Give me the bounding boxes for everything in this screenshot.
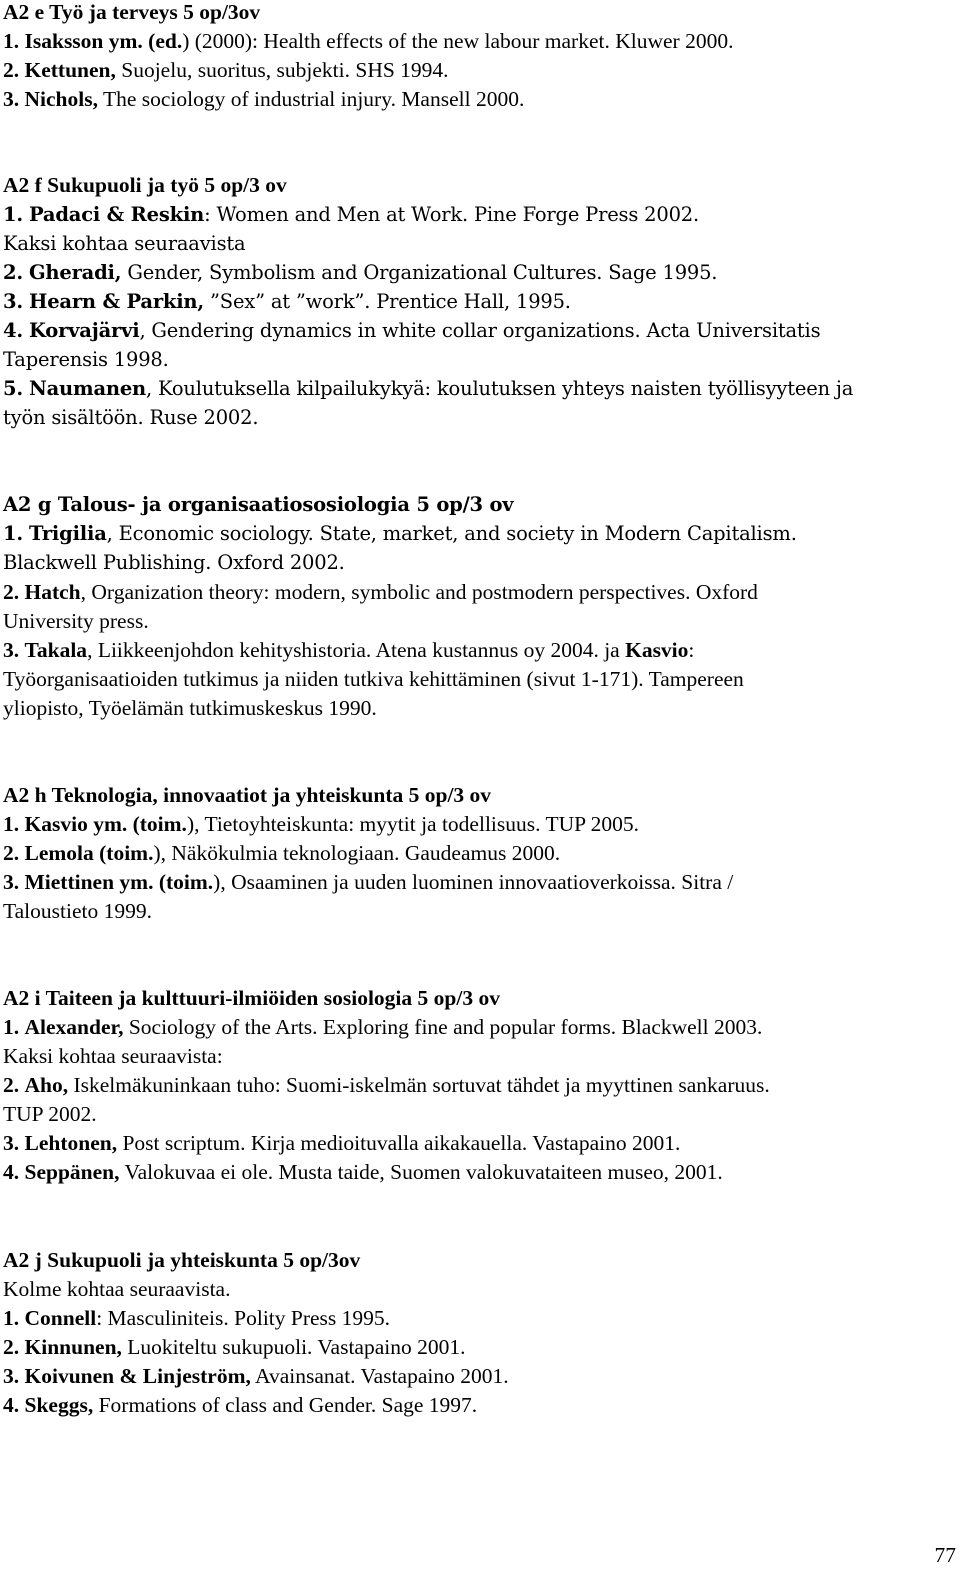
section-heading: A2 h Teknologia, innovaatiot ja yhteiskunta 5 op/3 ov [3,783,492,807]
page-number: 77 [934,1543,956,1567]
reference-entry-continued: Työorganisaatioiden tutkimus ja niiden tutkiva kehittäminen (sivut 1-171). Tampereen [3,667,744,691]
reference-entry: 1. Alexander, Sociology of the Arts. Exploring fine and popular forms. Blackwell 2003. [3,1015,763,1039]
reference-entry: 3. Miettinen ym. (toim.), Osaaminen ja uuden luominen innovaatioverkoissa. Sitra / [3,870,734,894]
reference-entry: 3. Nichols, The sociology of industrial injury. Mansell 2000. [3,87,525,111]
reference-entry: 2. Hatch, Organization theory: modern, symbolic and postmodern perspectives. Oxford [3,580,758,604]
reference-entry-continued: TUP 2002. [3,1102,97,1126]
reference-entry: 5. Naumanen, Koulutuksella kilpailukykyä: koulutuksen yhteys naisten työllisyyteen ja [3,377,854,400]
reference-entry: 4. Skeggs, Formations of class and Gender. Sage 1997. [3,1393,478,1417]
reference-entry-continued: University press. [3,609,149,633]
selection-note: Kaksi kohtaa seuraavista: [3,1044,223,1068]
section-heading: A2 g Talous- ja organisaatiososiologia 5 op/3 ov [3,493,514,516]
selection-note: Kolme kohtaa seuraavista. [3,1277,231,1301]
reference-entry: 2. Lemola (toim.), Näkökulmia teknologiaan. Gaudeamus 2000. [3,841,561,865]
reference-entry: 2. Kettunen, Suojelu, suoritus, subjekti. SHS 1994. [3,58,449,82]
reference-entry-continued: Taloustieto 1999. [3,899,152,923]
reference-entry-continued: yliopisto, Työelämän tutkimuskeskus 1990. [3,696,377,720]
reference-entry: 4. Korvajärvi, Gendering dynamics in white collar organizations. Acta Universitatis [3,319,821,342]
reference-entry: 1. Isaksson ym. (ed.) (2000): Health effects of the new labour market. Kluwer 2000. [3,29,734,53]
reference-entry: 3. Hearn & Parkin, ”Sex” at ”work”. Prentice Hall, 1995. [3,290,571,313]
section-heading: A2 i Taiteen ja kulttuuri-ilmiöiden sosiologia 5 op/3 ov [3,986,500,1010]
reference-entry: 3. Koivunen & Linjeström, Avainsanat. Vastapaino 2001. [3,1364,509,1388]
reference-entry-continued: työn sisältöön. Ruse 2002. [3,406,259,429]
reference-entry-continued: Blackwell Publishing. Oxford 2002. [3,551,345,574]
reference-entry: 3. Lehtonen, Post scriptum. Kirja medioituvalla aikakauella. Vastapaino 2001. [3,1131,681,1155]
section-heading: A2 e Työ ja terveys 5 op/3ov [3,0,261,24]
reference-entry: 1. Padaci & Reskin: Women and Men at Work. Pine Forge Press 2002. [3,203,699,226]
reference-entry-continued: Taperensis 1998. [3,348,169,371]
reference-entry: 1. Kasvio ym. (toim.), Tietoyhteiskunta: myytit ja todellisuus. TUP 2005. [3,812,640,836]
reference-entry: 4. Seppänen, Valokuvaa ei ole. Musta taide, Suomen valokuvataiteen museo, 2001. [3,1160,723,1184]
reference-entry: 3. Takala, Liikkeenjohdon kehityshistoria. Atena kustannus oy 2004. ja Kasvio: [3,638,695,662]
reference-entry: 1. Trigilia, Economic sociology. State, market, and society in Modern Capitalism. [3,522,797,545]
reference-entry: 2. Kinnunen, Luokiteltu sukupuoli. Vastapaino 2001. [3,1335,466,1359]
section-heading: A2 j Sukupuoli ja yhteiskunta 5 op/3ov [3,1248,361,1272]
reference-entry: 1. Connell: Masculiniteis. Polity Press 1995. [3,1306,391,1330]
selection-note: Kaksi kohtaa seuraavista [3,232,246,255]
reference-entry: 2. Aho, Iskelmäkuninkaan tuho: Suomi-iskelmän sortuvat tähdet ja myyttinen sankaruus. [3,1073,770,1097]
section-heading: A2 f Sukupuoli ja työ 5 op/3 ov [3,173,287,197]
reference-entry: 2. Gheradi, Gender, Symbolism and Organizational Cultures. Sage 1995. [3,261,718,284]
